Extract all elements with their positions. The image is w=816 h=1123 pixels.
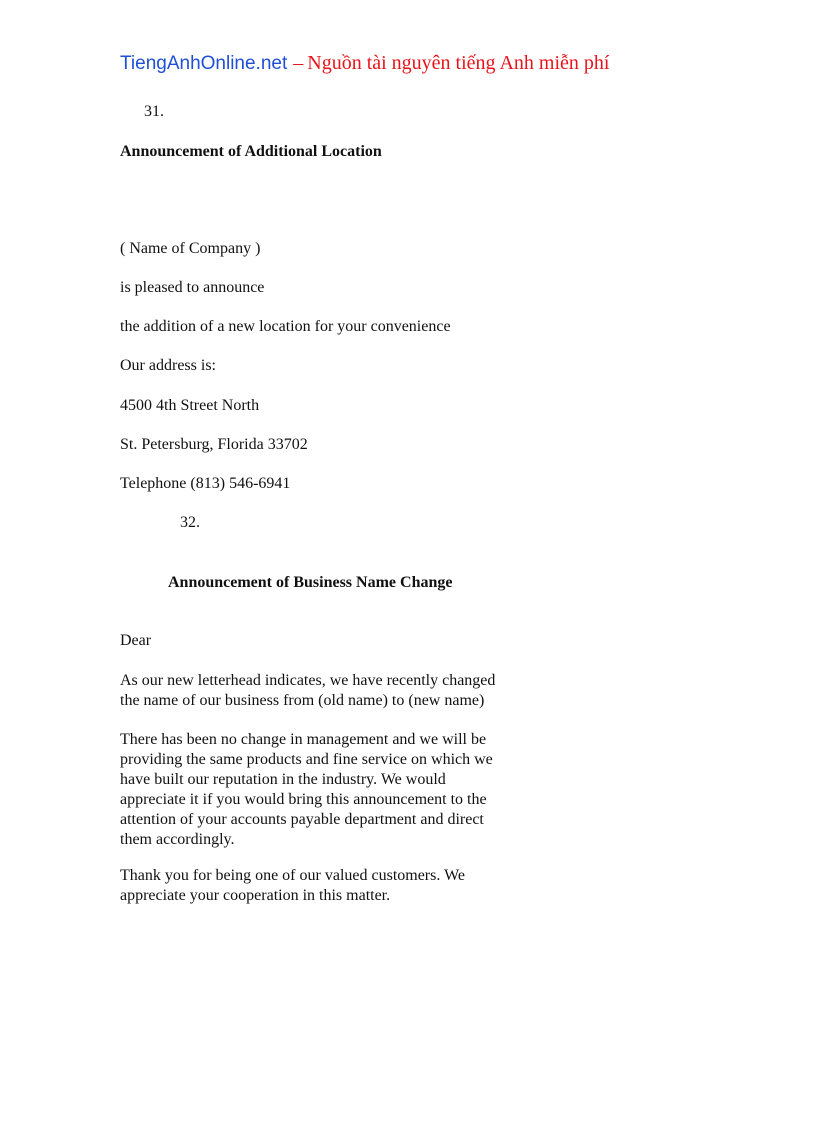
address-city: St. Petersburg, Florida 33702	[120, 436, 308, 453]
letter-paragraph: Thank you for being one of our valued customers. We appreciate your cooperation in this matter.	[120, 867, 465, 904]
page-header	[120, 51, 609, 76]
addition-line: the addition of a new location for your convenience	[120, 318, 451, 335]
address-label: Our address is:	[120, 357, 216, 374]
section-31-title: Announcement of Additional Location	[120, 143, 382, 160]
letter-paragraph: As our new letterhead indicates, we have recently changed the name of our business from (old name) to (new name)	[120, 672, 496, 709]
header-tagline: Nguồn tài nguyên tiếng Anh miễn phí	[307, 52, 610, 74]
letter-paragraph: There has been no change in management and we will be providing the same products and fine service on which we have built our reputation in the industry. We would appreciate it if you would bring this announcement to the attention of your accounts payable department and direct them accordingly.	[120, 731, 493, 848]
address-street: 4500 4th Street North	[120, 397, 260, 414]
telephone-line: Telephone (813) 546-6941	[120, 475, 291, 492]
section-31-number: 31.	[144, 103, 164, 120]
header-separator: –	[293, 52, 304, 74]
section-32-title: Announcement of Business Name Change	[168, 574, 453, 591]
site-link[interactable]: TiengAnhOnline.net	[120, 53, 288, 74]
section-32-number: 32.	[180, 514, 200, 531]
company-name-line: ( Name of Company )	[120, 240, 261, 257]
salutation: Dear	[120, 632, 152, 649]
announce-line: is pleased to announce	[120, 279, 265, 296]
